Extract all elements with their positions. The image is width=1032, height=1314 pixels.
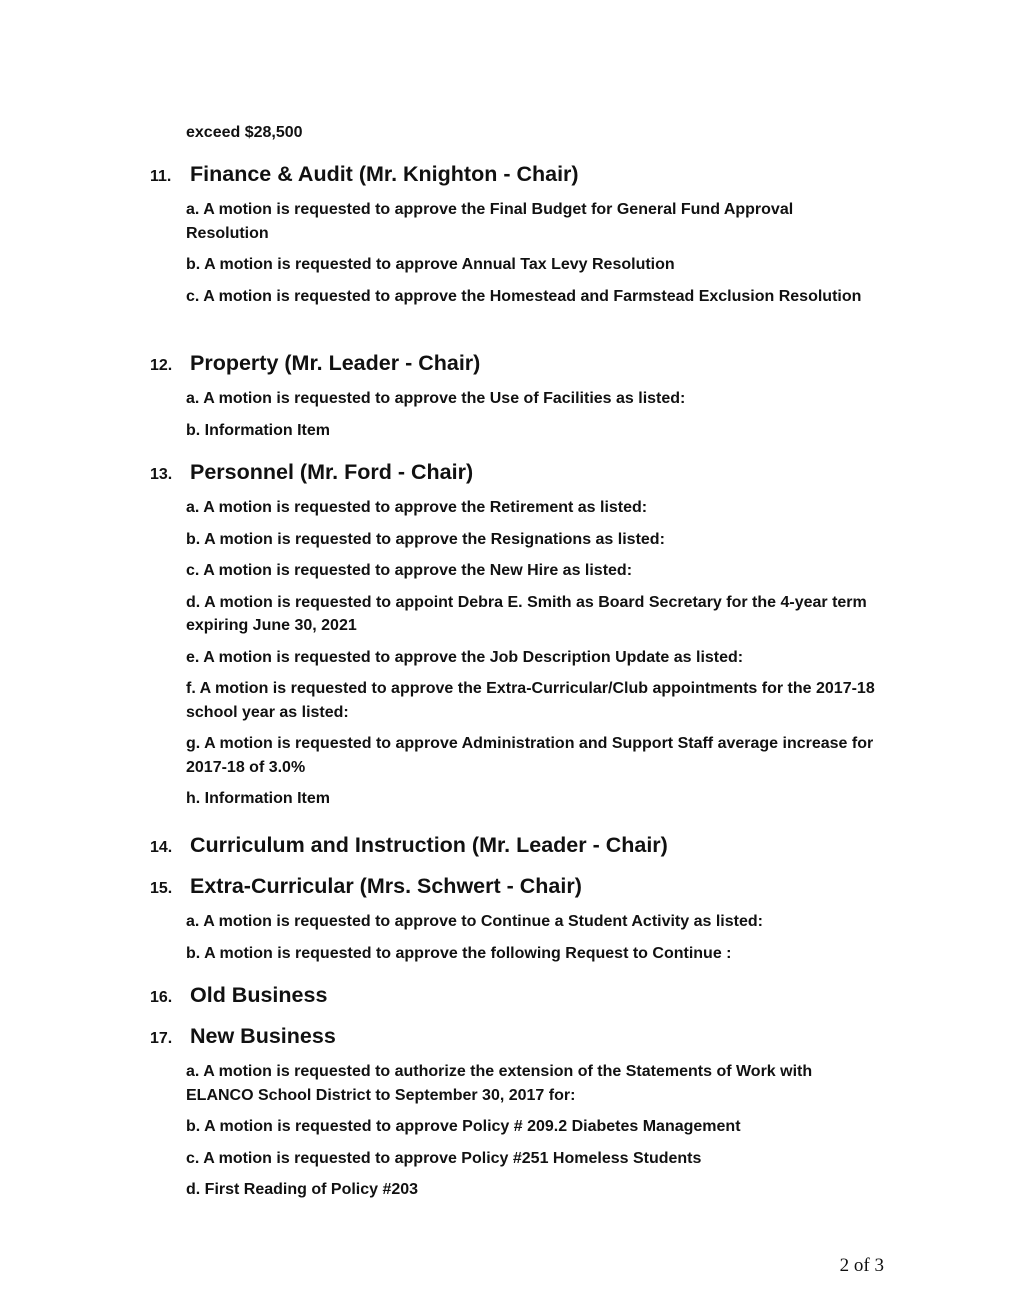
section-new-business bbox=[150, 1022, 890, 1202]
section-items bbox=[150, 387, 890, 442]
section-title: Extra-Curricular (Mrs. Schwert - Chair) bbox=[190, 874, 582, 898]
agenda-item: a. A motion is requested to approve the Use of Facilities as listed: bbox=[186, 390, 686, 407]
section-heading bbox=[150, 831, 890, 859]
agenda-item: c. A motion is requested to approve the New Hire as listed: bbox=[186, 562, 633, 579]
agenda-item: c. A motion is requested to approve Policy #251 Homeless Students bbox=[186, 1149, 702, 1167]
agenda-item: b. A motion is requested to approve the Resignations as listed: bbox=[186, 530, 665, 548]
section-title: Property (Mr. Leader - Chair) bbox=[190, 351, 481, 375]
section-items bbox=[150, 198, 890, 308]
section-items bbox=[150, 1060, 890, 1202]
section-number: 14. bbox=[150, 839, 173, 856]
section-heading bbox=[150, 349, 890, 377]
page-number: 2 of 3 bbox=[839, 1255, 884, 1276]
section-number: 16. bbox=[150, 989, 173, 1006]
agenda-item: a. A motion is requested to approve to Continue a Student Activity as listed: bbox=[186, 913, 763, 930]
section-heading bbox=[150, 160, 890, 188]
section-title: Finance & Audit (Mr. Knighton - Chair) bbox=[190, 162, 579, 186]
agenda-item: a. A motion is requested to authorize the extension of the Statements of Work with ELANCO School District to September 30, 2017 for: bbox=[186, 1063, 813, 1104]
section-extra-curricular bbox=[150, 872, 890, 965]
section-heading bbox=[150, 458, 890, 486]
section-number: 15. bbox=[150, 880, 173, 897]
agenda-item: h. Information Item bbox=[186, 790, 330, 807]
section-title: New Business bbox=[190, 1024, 336, 1048]
section-items bbox=[150, 496, 890, 811]
agenda-item: g. A motion is requested to approve Administration and Support Staff average increase for 2017-18 of 3.0% bbox=[186, 735, 874, 776]
section-number: 11. bbox=[150, 168, 172, 185]
section-title: Curriculum and Instruction (Mr. Leader - Chair) bbox=[190, 833, 668, 857]
agenda-item: a. A motion is requested to approve the Final Budget for General Fund Approval Resolution bbox=[186, 201, 794, 242]
agenda-item: d. A motion is requested to appoint Debra E. Smith as Board Secretary for the 4-year term expiring June 30, 2021 bbox=[186, 593, 867, 634]
agenda-item: a. A motion is requested to approve the Retirement as listed: bbox=[186, 499, 648, 516]
section-finance-audit bbox=[150, 160, 890, 308]
section-items bbox=[150, 910, 890, 965]
section-title: Personnel (Mr. Ford - Chair) bbox=[190, 460, 474, 484]
continuation-text: exceed $28,500 bbox=[186, 124, 303, 141]
section-old-business bbox=[150, 981, 890, 1009]
section-heading bbox=[150, 872, 890, 900]
section-heading bbox=[150, 1022, 890, 1050]
agenda-item: b. A motion is requested to approve the following Request to Continue : bbox=[186, 944, 732, 962]
section-number: 17. bbox=[150, 1030, 173, 1047]
agenda-item: c. A motion is requested to approve the Homestead and Farmstead Exclusion Resolution bbox=[186, 287, 862, 305]
section-personnel bbox=[150, 458, 890, 811]
section-title: Old Business bbox=[190, 983, 328, 1007]
agenda-item: b. A motion is requested to approve Policy # 209.2 Diabetes Management bbox=[186, 1118, 741, 1135]
section-number: 12. bbox=[150, 357, 173, 374]
agenda-item: b. Information Item bbox=[186, 421, 330, 439]
agenda-item: e. A motion is requested to approve the Job Description Update as listed: bbox=[186, 648, 744, 666]
section-property bbox=[150, 349, 890, 442]
agenda-item: d. First Reading of Policy #203 bbox=[186, 1181, 419, 1198]
section-curriculum-instruction bbox=[150, 831, 890, 859]
section-heading bbox=[150, 981, 890, 1009]
section-number: 13. bbox=[150, 466, 173, 483]
agenda-item: b. A motion is requested to approve Annual Tax Levy Resolution bbox=[186, 256, 675, 273]
agenda-item: f. A motion is requested to approve the Extra-Curricular/Club appointments for the 2017-18 school year as listed: bbox=[186, 680, 875, 721]
